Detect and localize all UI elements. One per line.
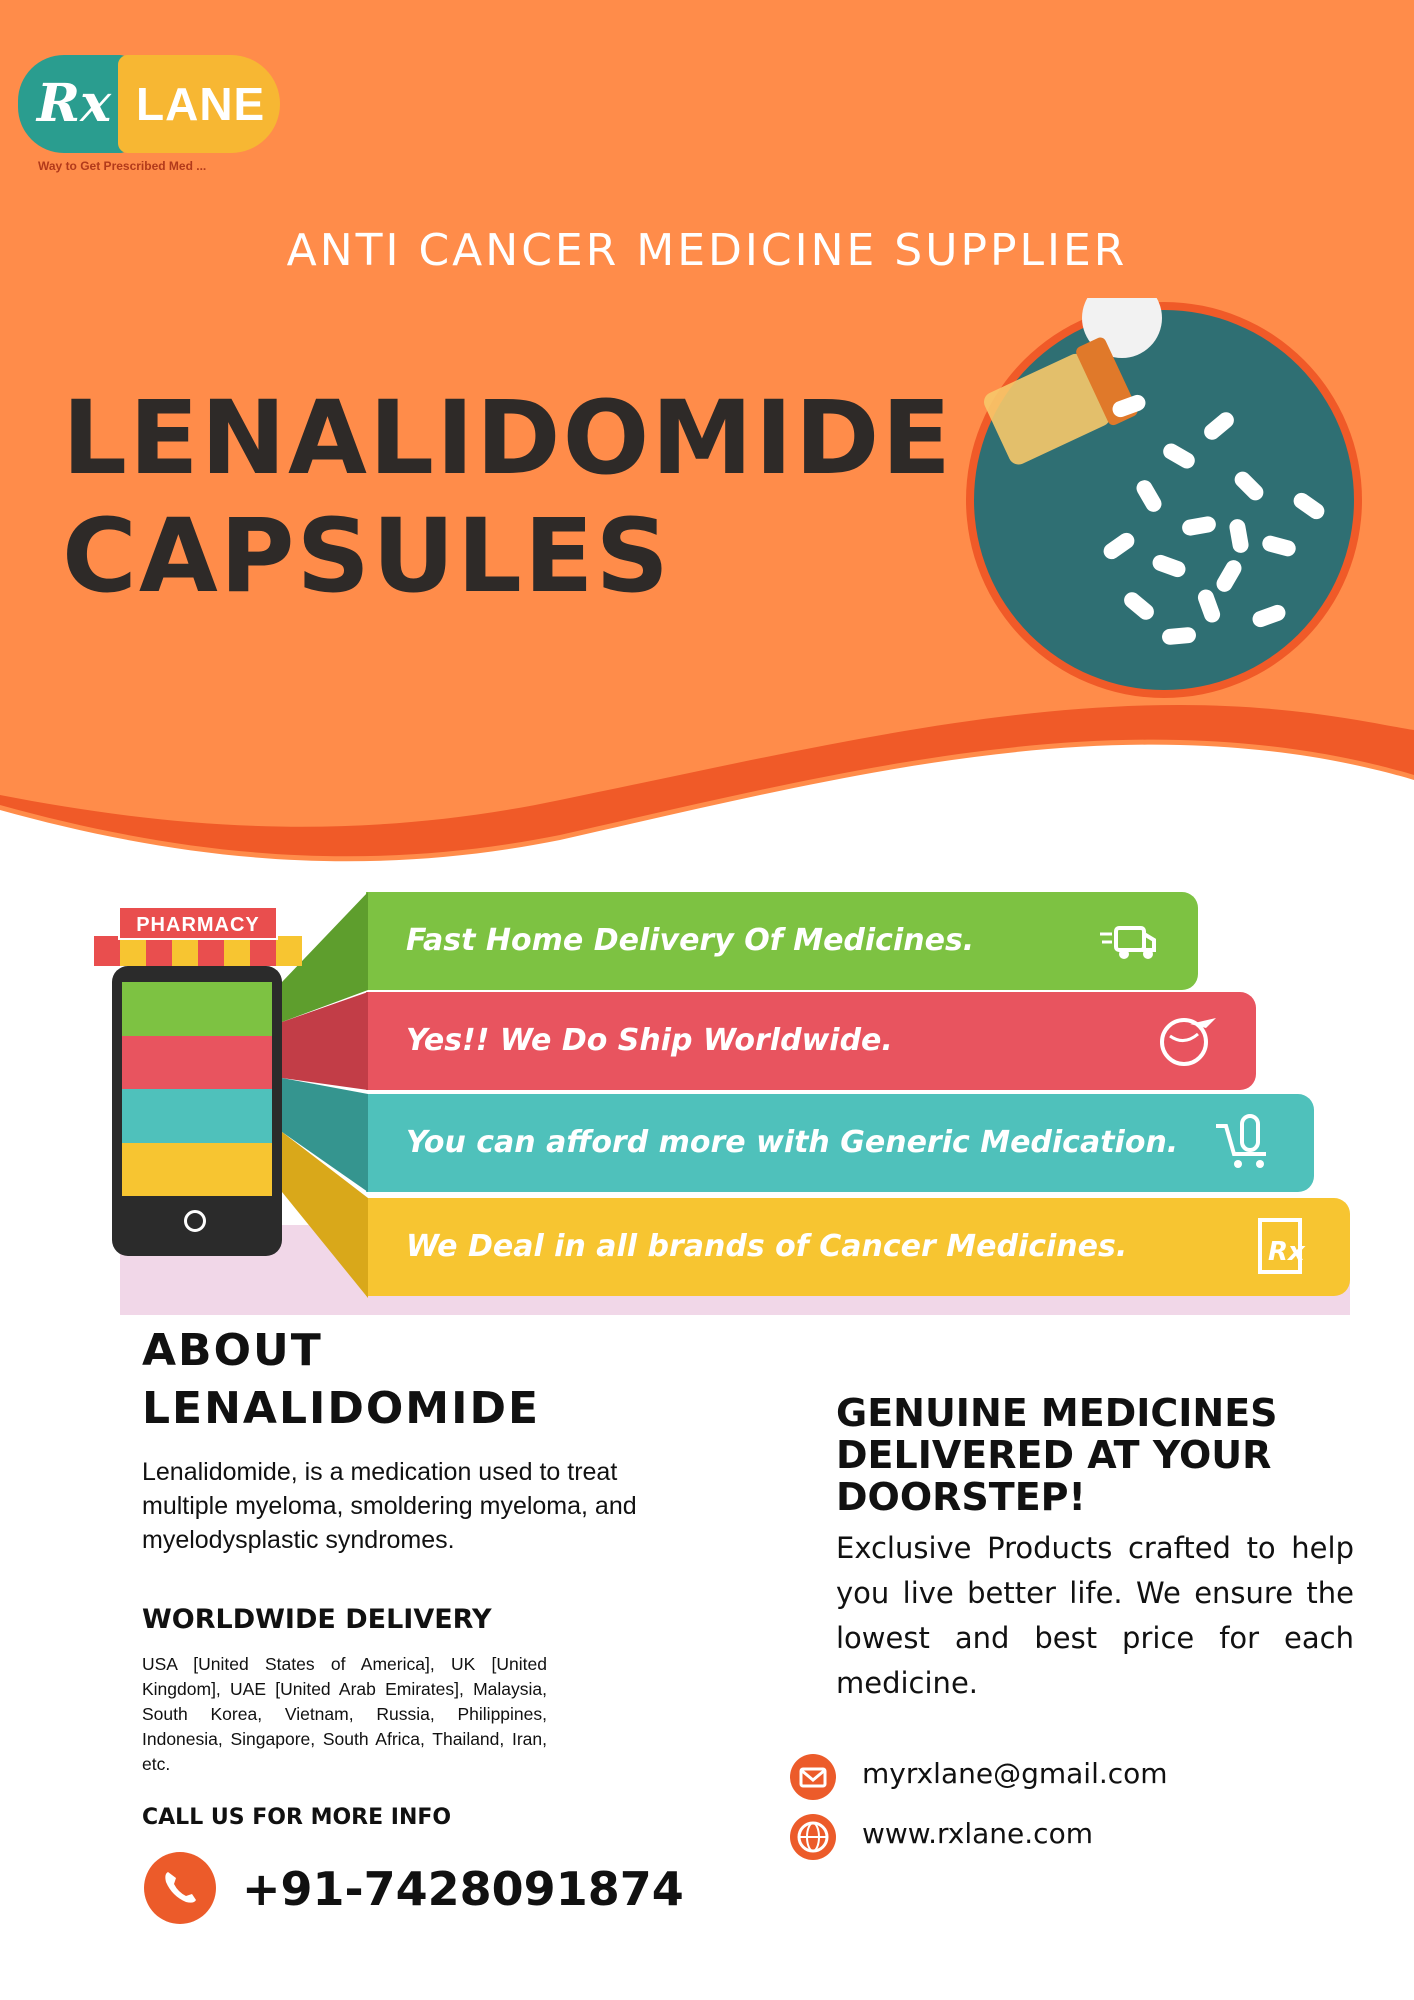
phone-row-green bbox=[122, 982, 272, 1036]
delivery-truck-icon bbox=[1098, 910, 1160, 972]
phone-icon[interactable] bbox=[144, 1852, 216, 1924]
genuine-heading: GENUINE MEDICINES DELIVERED AT YOUR DOORSTEP! bbox=[836, 1391, 1278, 1519]
supplier-subtitle: ANTI CANCER MEDICINE SUPPLIER bbox=[286, 225, 1128, 276]
phone-row-red bbox=[122, 1036, 272, 1090]
feature-generic-label: You can afford more with Generic Medication. bbox=[406, 1125, 1179, 1160]
phone-screen bbox=[122, 982, 272, 1196]
phone-number[interactable]: +91-7428091874 bbox=[242, 1862, 684, 1916]
rxlane-logo[interactable] bbox=[18, 55, 280, 175]
logo-tagline: Way to Get Prescribed Med ... bbox=[38, 159, 207, 173]
logo-wordmark: LANE bbox=[118, 55, 280, 153]
phone-home-button bbox=[184, 1210, 206, 1232]
feature-brands bbox=[366, 1198, 1350, 1296]
phone-illustration bbox=[112, 966, 282, 1256]
svg-text:Rx: Rx bbox=[1268, 1237, 1305, 1267]
product-title-line1: LENALIDOMIDE bbox=[62, 379, 954, 498]
pills-photo bbox=[962, 298, 1366, 702]
website-link[interactable]: www.rxlane.com bbox=[862, 1817, 1093, 1850]
feature-worldwide-label: Yes!! We Do Ship Worldwide. bbox=[406, 1023, 893, 1058]
prescription-icon bbox=[1250, 1216, 1312, 1278]
globe-icon[interactable] bbox=[790, 1814, 836, 1860]
phone-row-yellow bbox=[122, 1143, 272, 1197]
call-heading: CALL US FOR MORE INFO bbox=[142, 1805, 452, 1830]
about-heading-line2: LENALIDOMIDE bbox=[142, 1383, 541, 1434]
email-icon[interactable] bbox=[790, 1754, 836, 1800]
feature-brands-label: We Deal in all brands of Cancer Medicines. bbox=[406, 1229, 1128, 1264]
product-title-line2: CAPSULES bbox=[62, 497, 671, 616]
about-heading bbox=[142, 1322, 540, 1438]
cart-pill-icon bbox=[1214, 1112, 1276, 1174]
feature-generic bbox=[366, 1094, 1314, 1192]
feature-worldwide bbox=[366, 992, 1256, 1090]
email-link[interactable]: myrxlane@gmail.com bbox=[862, 1757, 1168, 1790]
logo-rx-mark: Rx bbox=[18, 55, 130, 153]
about-text: Lenalidomide, is a medication used to treat multiple myeloma, smoldering myeloma, and myelodysplastic syndromes. bbox=[142, 1458, 637, 1554]
globe-plane-icon bbox=[1156, 1010, 1218, 1072]
pharmacy-sign: PHARMACY bbox=[118, 906, 278, 940]
genuine-text: Exclusive Products crafted to help you live better life. We ensure the lowest and best price for each medicine. bbox=[836, 1531, 1354, 1700]
worldwide-countries: USA [United States of America], UK [United Kingdom], UAE [United Arab Emirates], Malaysia, South Korea, Vietnam, Russia, Philippines, Indonesia, Singapore, South Africa, Thailand, Iran, etc. bbox=[142, 1654, 547, 1774]
feature-delivery bbox=[366, 892, 1198, 990]
product-title bbox=[62, 380, 953, 616]
phone-row-teal bbox=[122, 1089, 272, 1143]
about-heading-line1: ABOUT bbox=[142, 1325, 323, 1376]
feature-delivery-label: Fast Home Delivery Of Medicines. bbox=[406, 923, 975, 958]
worldwide-heading: WORLDWIDE DELIVERY bbox=[142, 1604, 492, 1635]
